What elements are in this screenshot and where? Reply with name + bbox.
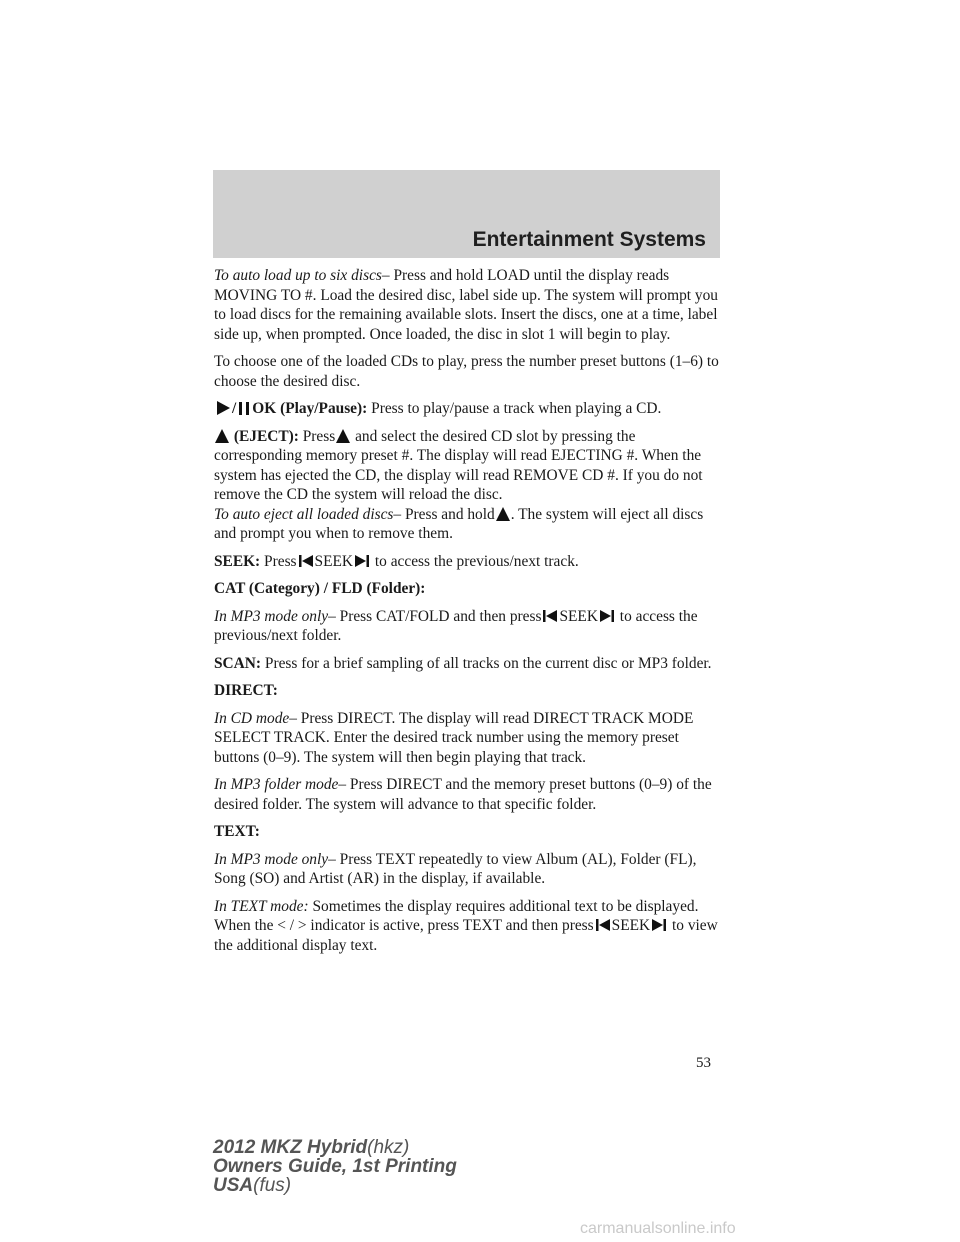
autoeject-text-a: – Press and hold: [393, 505, 495, 523]
scan-paragraph: [214, 654, 724, 674]
autoeject-text-b: . The system will eject all discs and prompt you when to remove them.: [214, 505, 704, 542]
text-mode-text-b: to view the additional display text.: [214, 917, 718, 954]
autoeject-intro: To auto eject all loaded discs: [214, 505, 394, 523]
text-heading-text: TEXT:: [214, 823, 260, 840]
text-mode-intro: In TEXT mode:: [214, 897, 309, 915]
eject-icon: [215, 429, 229, 443]
autoload-text: – Press and hold LOAD until the display reads MOVING TO #. Load the desired disc, label side up. The system will prompt you to load discs for the remaining available slots. Insert the discs, one at a time, label side up, when prompted. Once loaded, the disc in slot 1 will begin to play.: [214, 267, 718, 343]
text-mode-seek-word: SEEK: [611, 917, 651, 934]
playpause-slash: /: [232, 400, 237, 417]
seek-label: SEEK:: [214, 552, 261, 570]
text-heading: [214, 822, 724, 842]
seek-previous-icon: [543, 609, 557, 623]
direct-cd-intro: In CD mode: [214, 709, 290, 727]
direct-heading: [214, 681, 724, 701]
eject-icon: [496, 507, 510, 521]
seek-next-icon: [600, 609, 614, 623]
scan-text: Press for a brief sampling of all tracks on the current disc or MP3 folder.: [264, 654, 712, 672]
seek-previous-icon: [596, 918, 610, 932]
seek-word: SEEK: [314, 552, 354, 570]
footer-guide: Owners Guide, 1st Printing: [213, 1156, 457, 1177]
autoeject-paragraph: [214, 505, 724, 544]
page-content: [214, 266, 724, 963]
autoload-paragraph: [214, 266, 724, 344]
cat-text-a: – Press CAT/FOLD and then press: [328, 607, 542, 625]
text-mode-text-a: Sometimes the display requires additional text to be displayed. When the < / > indicator is active, press TEXT and then press: [214, 897, 699, 934]
cat-seek-word: SEEK: [559, 607, 598, 625]
text-mp3-intro: In MP3 mode only: [214, 850, 329, 868]
eject-text-b: and select the desired CD slot by pressing the corresponding memory preset #. The display will read EJECTING #. When the system has ejected the CD, the display will read REMOVE CD #. If you do not remove the CD the system will reload the disc.: [214, 427, 703, 503]
cat-heading-text: CAT (Category) / FLD (Folder):: [214, 580, 426, 597]
document-footer: [213, 1138, 457, 1195]
eject-paragraph: [214, 427, 724, 505]
seek-paragraph: [214, 552, 724, 572]
cat-heading: [214, 579, 724, 599]
eject-icon: [336, 429, 350, 443]
watermark: carmanualsonline.info: [580, 1220, 736, 1237]
cat-text-b: to access the previous/next folder.: [214, 607, 698, 644]
playpause-label: OK (Play/Pause):: [252, 400, 368, 417]
footer-market-code: (fus): [253, 1175, 292, 1196]
eject-label: (EJECT):: [233, 427, 299, 445]
text-mp3-paragraph: [214, 850, 724, 889]
pause-icon: [239, 402, 249, 415]
direct-mp3-intro: In MP3 folder mode: [214, 776, 339, 793]
seek-previous-icon: [299, 554, 313, 568]
section-title: Entertainment Systems: [472, 228, 706, 251]
play-icon: [217, 401, 230, 415]
seek-text-b: to access the previous/next track.: [374, 552, 579, 570]
direct-cd-text: – Press DIRECT. The display will read DIRECT TRACK MODE SELECT TRACK. Enter the desired track number using the memory preset buttons (0–9). The system will then begin playing that track.: [214, 709, 694, 766]
footer-market: USA: [213, 1175, 254, 1196]
text-mp3-text: – Press TEXT repeatedly to view Album (AL), Folder (FL), Song (SO) and Artist (AR) in the display, if available.: [214, 850, 697, 887]
text-mode-paragraph: [214, 897, 724, 956]
direct-mp3-paragraph: [214, 775, 724, 814]
seek-next-icon: [355, 554, 369, 568]
scan-label: SCAN:: [214, 654, 262, 672]
playpause-paragraph: [214, 399, 724, 419]
seek-next-icon: [652, 918, 666, 932]
autoload-intro: To auto load up to six discs: [214, 267, 382, 284]
page-number: 53: [696, 1055, 711, 1071]
direct-heading-text: DIRECT:: [214, 682, 278, 699]
section-header-band: [213, 170, 720, 258]
cat-paragraph: [214, 607, 724, 646]
footer-model: 2012 MKZ Hybrid: [213, 1137, 368, 1158]
seek-text-a: Press: [264, 552, 297, 570]
cat-intro: In MP3 mode only: [214, 607, 329, 625]
playpause-text: Press to play/pause a track when playing a CD.: [371, 400, 662, 417]
direct-cd-paragraph: [214, 709, 724, 768]
eject-text-a: Press: [302, 427, 336, 445]
footer-model-code: (hkz): [367, 1137, 410, 1158]
direct-mp3-text: – Press DIRECT and the memory preset buttons (0–9) of the desired folder. The system will advance to that specific folder.: [214, 776, 712, 813]
choose-paragraph: To choose one of the loaded CDs to play, press the number preset buttons (1–6) to choose the desired disc.: [214, 353, 719, 390]
